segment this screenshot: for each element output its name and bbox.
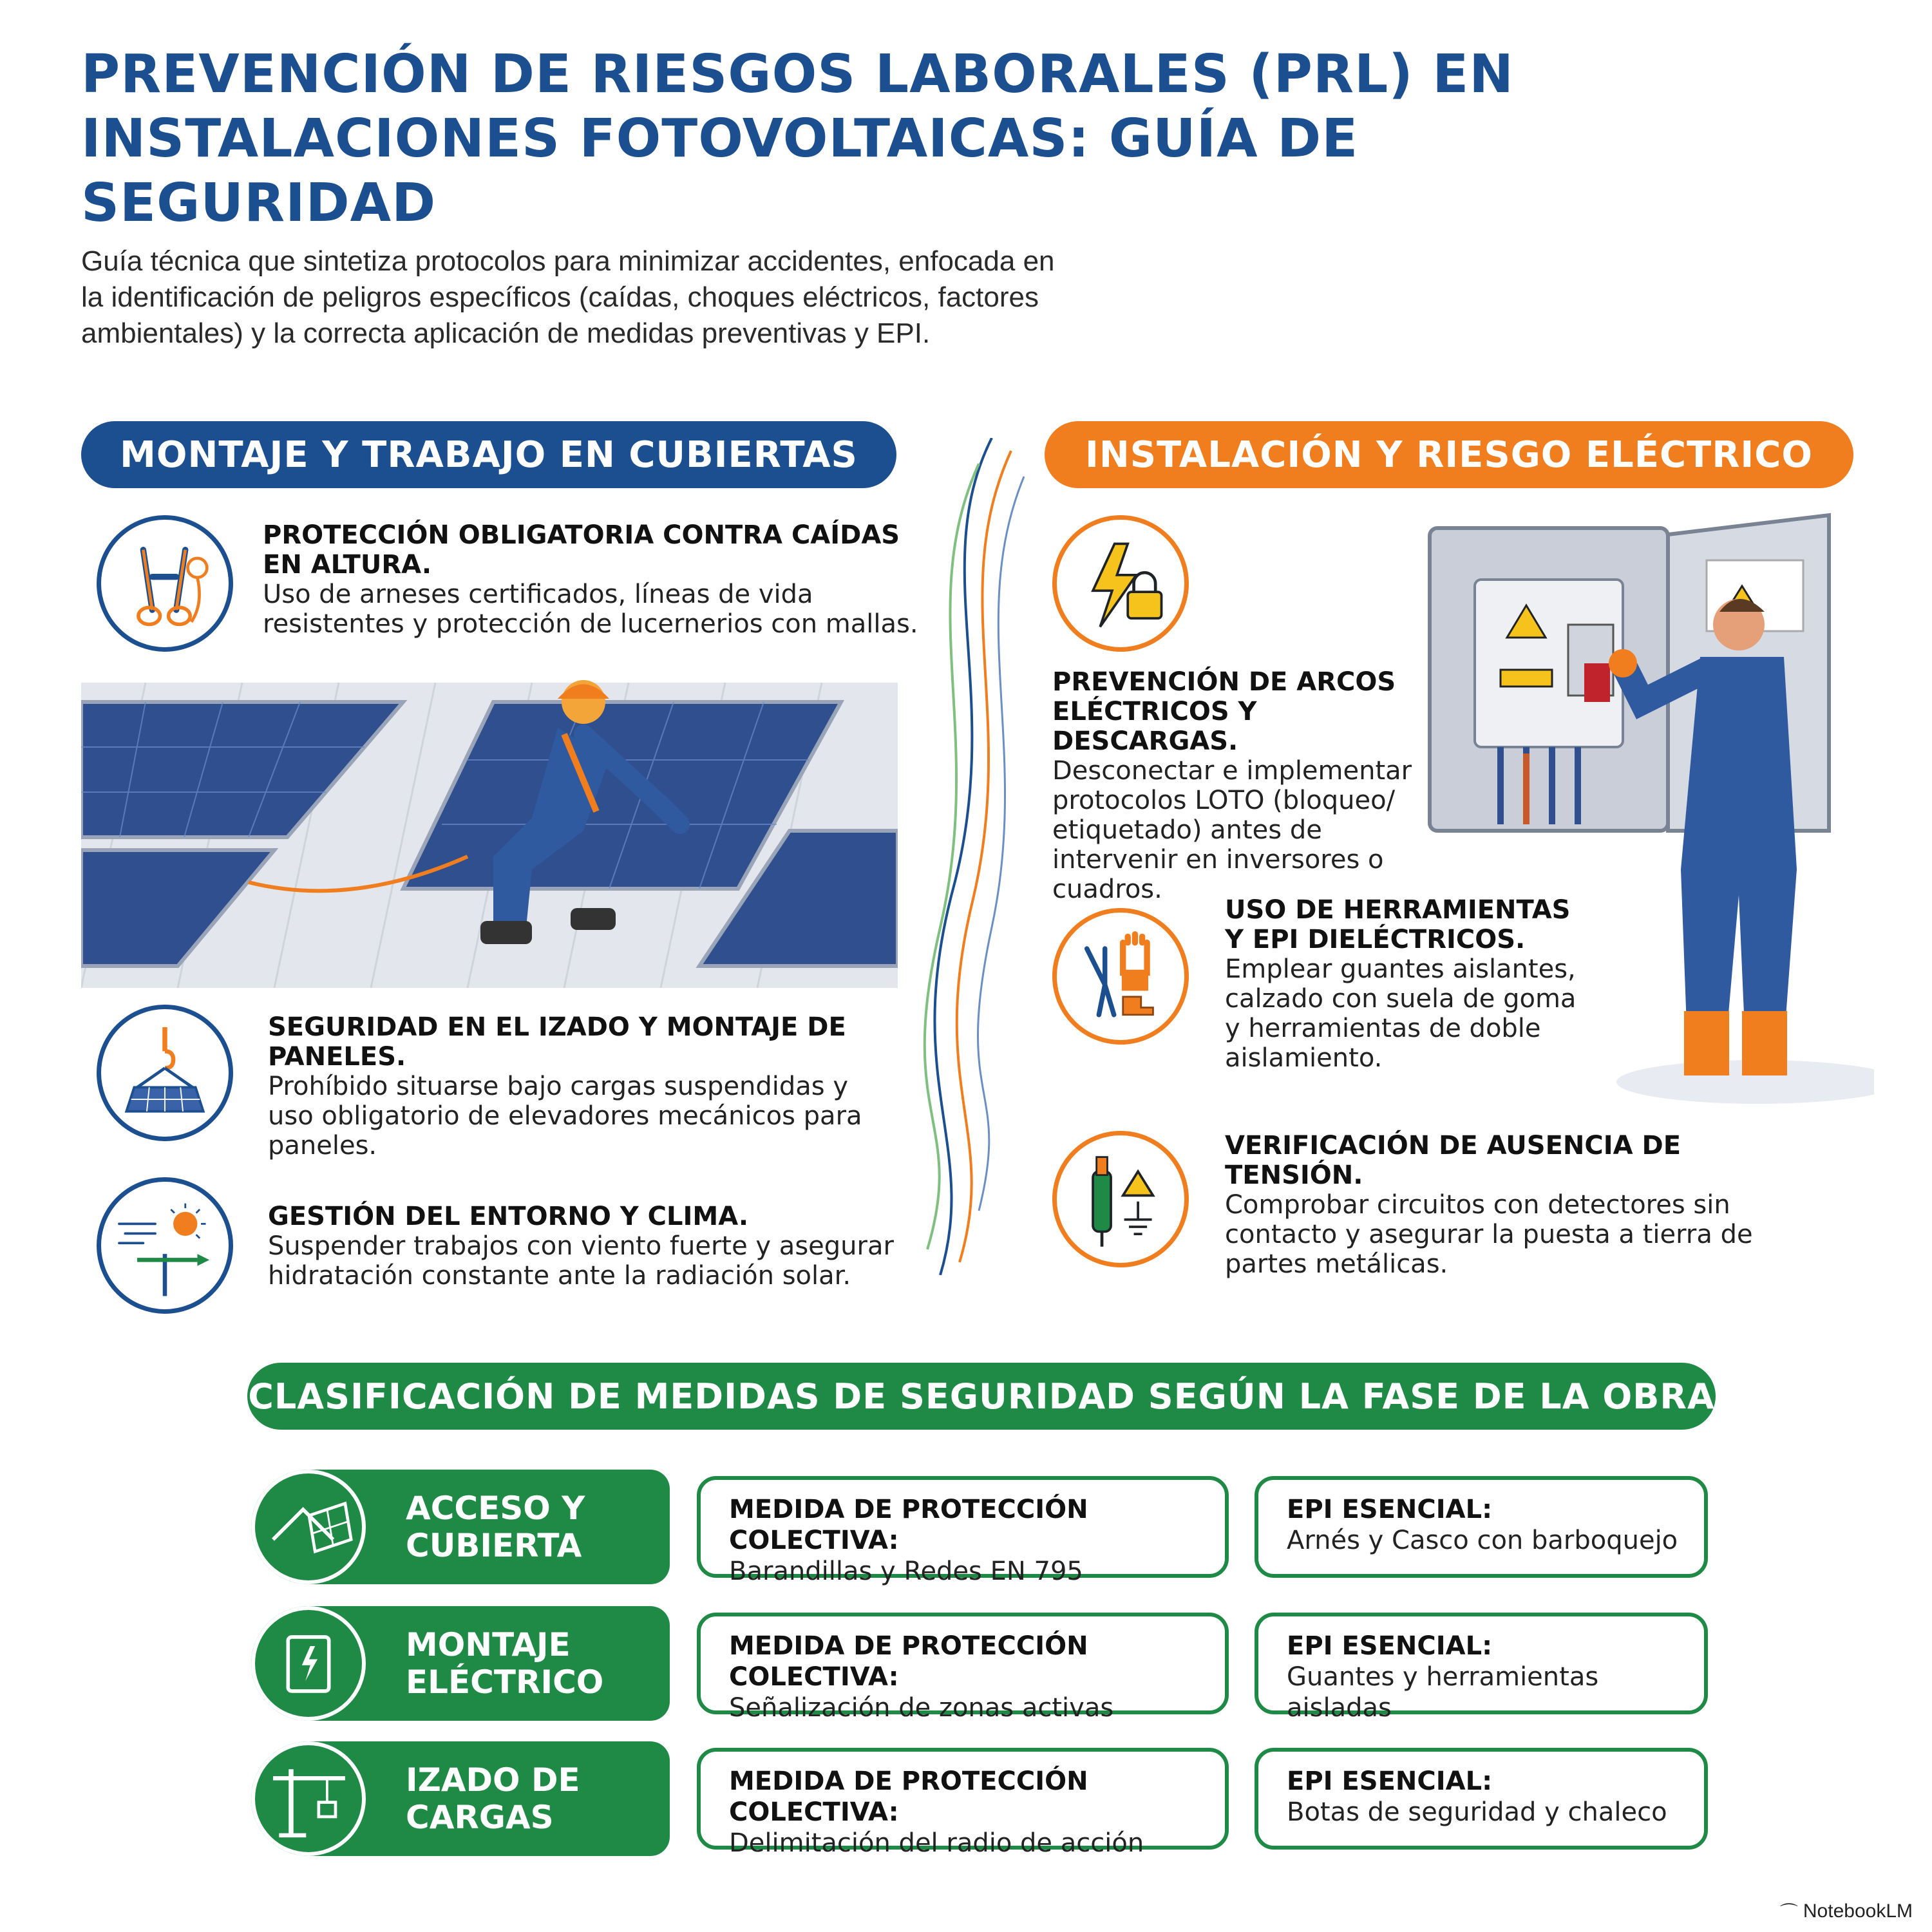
epi-card	[1255, 1613, 1708, 1723]
decorative-waves	[902, 438, 1030, 1275]
item-title: GESTIÓN DEL ENTORNO Y CLIMA.	[268, 1202, 749, 1231]
card-label: EPI ESENCIAL:	[1287, 1766, 1493, 1796]
card-label: EPI ESENCIAL:	[1287, 1495, 1493, 1524]
pliers-gloves-boots-icon	[1052, 908, 1189, 1045]
tower-crane-icon	[251, 1741, 366, 1856]
epi-card	[1255, 1476, 1708, 1578]
section-heading-classification: CLASIFICACIÓN DE MEDIDAS DE SEGURIDAD SEGÚN LA FASE DE LA OBRA	[247, 1363, 1716, 1430]
roof-panel-icon	[251, 1470, 366, 1584]
harness-icon	[97, 515, 233, 652]
phase-label: IZADO DE CARGAS	[406, 1761, 580, 1836]
epi-card	[1255, 1748, 1708, 1850]
item-text: Uso de arneses certificados, líneas de vida resistentes y protección de lucernerios con mallas.	[263, 580, 918, 639]
voltage-tester-ground-icon	[1052, 1131, 1189, 1267]
card-label: MEDIDA DE PROTECCIÓN COLECTIVA:	[729, 1495, 1088, 1555]
rooftop-worker-illustration	[81, 663, 898, 988]
card-label: EPI ESENCIAL:	[1287, 1631, 1493, 1661]
left-item-lifting	[268, 1012, 899, 1160]
collective-measure-card	[697, 1476, 1229, 1586]
card-label: MEDIDA DE PROTECCIÓN COLECTIVA:	[729, 1766, 1088, 1827]
card-value: Delimitación del radio de acción	[729, 1828, 1144, 1858]
brand-name: NotebookLM	[1803, 1900, 1913, 1922]
card-value: Botas de seguridad y chaleco	[1287, 1797, 1667, 1827]
item-title: USO DE HERRAMIENTAS Y EPI DIELÉCTRICOS.	[1225, 895, 1571, 954]
item-text: Suspender trabajos con viento fuerte y asegurar hidratación constante ante la radiación solar.	[268, 1231, 894, 1291]
phase-access-roof	[251, 1470, 670, 1584]
phase-label: MONTAJE ELÉCTRICO	[406, 1626, 604, 1701]
card-value: Barandillas y Redes EN 795	[729, 1557, 1083, 1586]
phase-electrical-assembly	[251, 1606, 670, 1721]
left-item-fall-protection	[263, 520, 920, 639]
card-label: MEDIDA DE PROTECCIÓN COLECTIVA:	[729, 1631, 1088, 1692]
item-title: SEGURIDAD EN EL IZADO Y MONTAJE DE PANELES.	[268, 1012, 846, 1072]
item-text: Comprobar circuitos con detectores sin contacto y asegurar la puesta a tierra de partes metálicas.	[1225, 1190, 1753, 1279]
page-subtitle: Guía técnica que sintetiza protocolos para minimizar accidentes, enfocada en la identificación de peligros específicos (caídas, choques eléctricos, factores ambientales) y la correcta aplicación de medidas preventivas y EPI.	[81, 245, 1055, 349]
right-item-arc-flash	[1052, 667, 1426, 904]
page-title: PREVENCIÓN DE RIESGOS LABORALES (PRL) EN INSTALACIONES FOTOVOLTAICAS: GUÍA DE SEGURIDAD	[81, 44, 1514, 234]
crane-hook-panel-icon	[97, 1005, 233, 1141]
weather-vane-sun-icon	[97, 1177, 233, 1314]
right-item-voltage-check	[1225, 1131, 1779, 1279]
card-value: Arnés y Casco con barboquejo	[1287, 1526, 1678, 1555]
item-title: PROTECCIÓN OBLIGATORIA CONTRA CAÍDAS EN ALTURA.	[263, 520, 900, 580]
item-title: VERIFICACIÓN DE AUSENCIA DE TENSIÓN.	[1225, 1131, 1681, 1190]
card-value: Señalización de zonas activas	[729, 1693, 1114, 1723]
collective-measure-card	[697, 1748, 1229, 1858]
brand-logo-icon: ⌒	[1779, 1902, 1798, 1922]
item-title: PREVENCIÓN DE ARCOS ELÉCTRICOS Y DESCARGAS.	[1052, 667, 1396, 756]
item-text: Desconectar e implementar protocolos LOTO (bloqueo/ etiquetado) antes de intervenir en inversores o cuadros.	[1052, 756, 1412, 904]
collective-measure-card	[697, 1613, 1229, 1723]
left-item-environment	[268, 1202, 912, 1291]
card-value: Guantes y herramientas aisladas	[1287, 1662, 1599, 1723]
item-text: Emplear guantes aislantes, calzado con suela de goma y herramientas de doble aislamiento.	[1225, 954, 1577, 1073]
brand-mark	[1780, 1899, 1913, 1924]
phase-load-lifting	[251, 1741, 670, 1856]
lightning-lock-icon	[1052, 515, 1189, 652]
item-text: Prohíbido situarse bajo cargas suspendidas y uso obligatorio de elevadores mecánicos para paneles.	[268, 1072, 862, 1160]
section-heading-electrical: INSTALACIÓN Y RIESGO ELÉCTRICO	[1045, 421, 1853, 488]
phase-label: ACCESO Y CUBIERTA	[406, 1490, 585, 1564]
electrical-panel-icon	[251, 1606, 366, 1721]
section-heading-roof: MONTAJE Y TRABAJO EN CUBIERTAS	[81, 421, 896, 488]
right-item-dielectric-tools	[1225, 895, 1586, 1073]
